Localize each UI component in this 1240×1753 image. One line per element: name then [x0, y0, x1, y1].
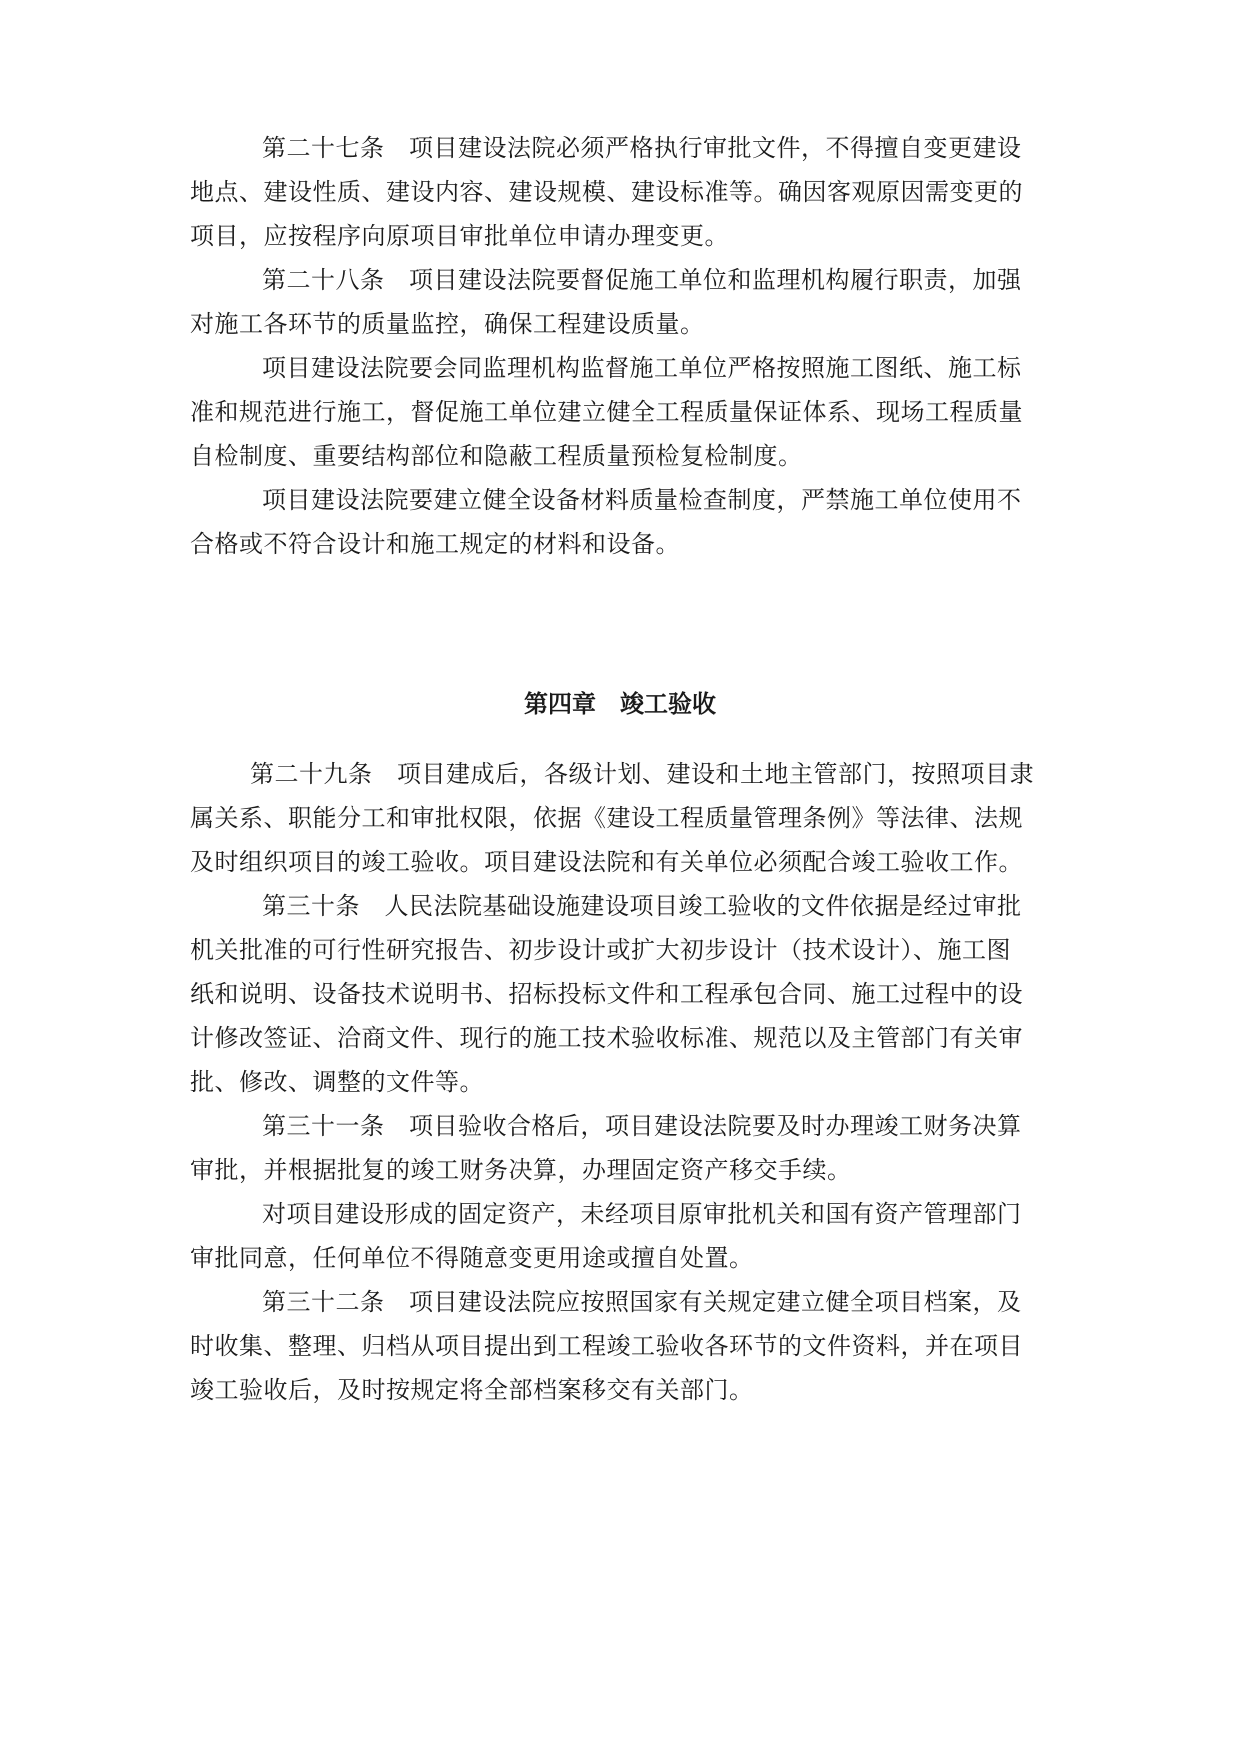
- text-line: 对施工各环节的质量监控，确保工程建设质量。: [190, 310, 705, 338]
- text-line: 时收集、整理、归档从项目提出到工程竣工验收各环节的文件资料，并在项目: [190, 1332, 1023, 1360]
- text-line: 第三十一条 项目验收合格后，项目建设法院要及时办理竣工财务决算: [262, 1112, 1022, 1140]
- text-line: 对项目建设形成的固定资产，未经项目原审批机关和国有资产管理部门: [262, 1200, 1022, 1228]
- text-line: 第三十条 人民法院基础设施建设项目竣工验收的文件依据是经过审批: [262, 892, 1022, 920]
- text-line: 项目建设法院要建立健全设备材料质量检查制度，严禁施工单位使用不: [262, 486, 1022, 514]
- text-line: 第二十八条 项目建设法院要督促施工单位和监理机构履行职责，加强: [262, 266, 1022, 294]
- text-line: 及时组织项目的竣工验收。项目建设法院和有关单位必须配合竣工验收工作。: [190, 848, 1023, 876]
- text-line: 竣工验收后，及时按规定将全部档案移交有关部门。: [190, 1376, 754, 1404]
- text-line: 地点、建设性质、建设内容、建设规模、建设标准等。确因客观原因需变更的: [190, 178, 1023, 206]
- text-line: 审批同意，任何单位不得随意变更用途或擅自处置。: [190, 1244, 754, 1272]
- text-line: 纸和说明、设备技术说明书、招标投标文件和工程承包合同、施工过程中的设: [190, 980, 1023, 1008]
- chapter-heading: 第四章 竣工验收: [524, 689, 716, 718]
- text-line: 项目建设法院要会同监理机构监督施工单位严格按照施工图纸、施工标: [262, 354, 1022, 382]
- text-line: 第三十二条 项目建设法院应按照国家有关规定建立健全项目档案，及: [262, 1288, 1022, 1316]
- text-line: 第二十九条 项目建成后，各级计划、建设和土地主管部门，按照项目隶: [250, 760, 1034, 788]
- text-line: 项目，应按程序向原项目审批单位申请办理变更。: [190, 222, 729, 250]
- text-line: 合格或不符合设计和施工规定的材料和设备。: [190, 530, 680, 558]
- text-line: 批、修改、调整的文件等。: [190, 1068, 484, 1096]
- text-line: 机关批准的可行性研究报告、初步设计或扩大初步设计（技术设计）、施工图: [190, 936, 1011, 964]
- text-line: 自检制度、重要结构部位和隐蔽工程质量预检复检制度。: [190, 442, 803, 470]
- text-line: 第二十七条 项目建设法院必须严格执行审批文件，不得擅自变更建设: [262, 134, 1022, 162]
- text-line: 计修改签证、洽商文件、现行的施工技术验收标准、规范以及主管部门有关审: [190, 1024, 1023, 1052]
- text-line: 准和规范进行施工，督促施工单位建立健全工程质量保证体系、现场工程质量: [190, 398, 1023, 426]
- text-line: 属关系、职能分工和审批权限，依据《建设工程质量管理条例》等法律、法规: [190, 804, 1023, 832]
- text-line: 审批，并根据批复的竣工财务决算，办理固定资产移交手续。: [190, 1156, 852, 1184]
